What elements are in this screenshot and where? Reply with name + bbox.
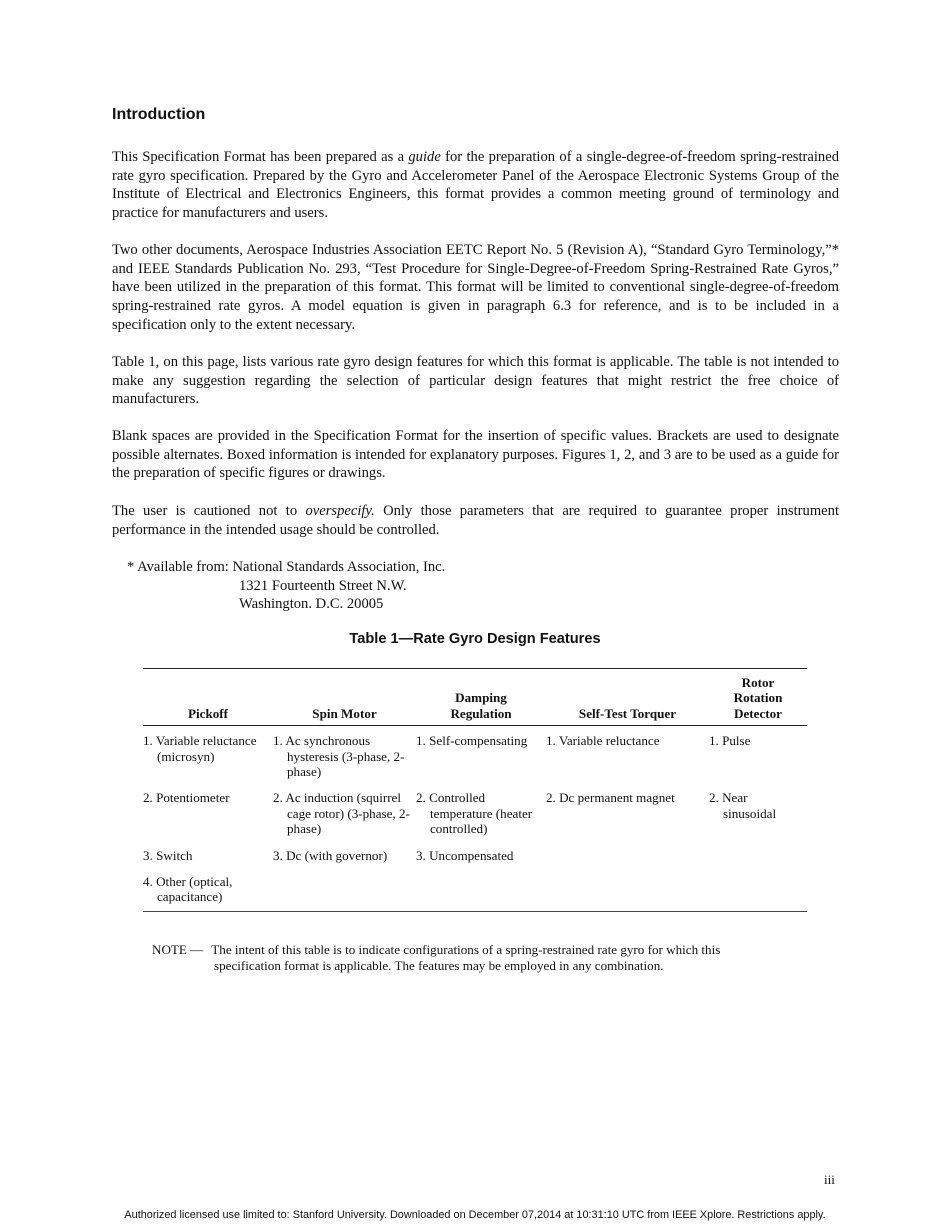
header-line: Regulation <box>450 705 512 721</box>
table-cell: 1. Self-compensating <box>416 733 528 749</box>
paragraph-text: Only those parameters that are required to guarantee proper instrument performance in the intended usage should be controlled. <box>112 503 839 538</box>
table-cell: 2. Potentiometer <box>143 790 230 806</box>
table-row <box>143 726 807 791</box>
table-row <box>143 848 807 874</box>
page-number: iii <box>824 1172 835 1187</box>
note-text-continued: specification format is applicable. The features may be employed in any combination. <box>214 957 664 973</box>
design-features-table <box>143 668 807 912</box>
note-text: The intent of this table is to indicate configurations of a spring-restrained rate gyro for which this <box>211 942 721 957</box>
table-cell: 2. Near sinusoidal <box>709 790 777 821</box>
table-cell: 4. Other (optical, capacitance) <box>143 874 273 911</box>
header-spin-motor: Spin Motor <box>273 669 416 726</box>
footnote-line-3: Washington. D.C. 20005 <box>239 596 384 613</box>
license-footer: Authorized licensed use limited to: Stanford University. Downloaded on December 07,2014 at 10:31:10 UTC from IEEE Xplore. Restrictions apply. <box>124 1209 826 1221</box>
header-line: Rotor <box>741 675 775 690</box>
header-rotor-rotation-detector <box>709 669 807 726</box>
table-cell <box>709 848 807 874</box>
table-note <box>152 942 792 973</box>
emphasis-text: guide <box>408 149 441 165</box>
note-label: NOTE — <box>152 942 204 957</box>
table-row <box>143 790 807 847</box>
table-cell: 1. Pulse <box>709 733 751 749</box>
footnote <box>127 558 445 614</box>
table-cell <box>546 848 709 874</box>
footnote-label: * Available from: <box>127 559 233 575</box>
intro-paragraph-4: Blank spaces are provided in the Specification Format for the insertion of specific values. Brackets are used to designate possible alternates. Boxed information is intended for explanatory purposes. Figures 1, 2, and 3 are to be used as a guide for the preparation of specific figures or drawings. <box>112 428 839 482</box>
table-cell: 3. Uncompensated <box>416 847 514 863</box>
intro-paragraph-2: Two other documents, Aerospace Industries Association EETC Report No. 5 (Revision A), “Standard Gyro Terminology,”* and IEEE Standards Publication No. 293, “Test Procedure for Single-Degree-of-Freedom Spring-Restrained Rate Gyros,” have been utilized in the preparation of this format. This format will be limited to conventional single-degree-of-freedom spring-restrained rate gyros. A model equation is given in paragraph 6.3 for reference, and is to be included in a specification only to the extent necessary. <box>112 242 839 333</box>
table-cell: 1. Ac synchronous hysteresis (3-phase, 2-phase) <box>273 733 405 780</box>
footnote-line-1: National Standards Association, Inc. <box>232 559 446 575</box>
design-features-table-container <box>143 668 807 912</box>
header-damping-regulation <box>416 669 546 726</box>
table-cell: 3. Dc (with governor) <box>273 847 388 863</box>
header-line: Rotation <box>733 690 783 706</box>
intro-paragraph-1 <box>112 148 839 223</box>
table-cell: 2. Dc permanent magnet <box>546 790 675 806</box>
table-cell <box>416 874 546 911</box>
table-caption: Table 1—Rate Gyro Design Features <box>349 631 601 647</box>
header-line: Detector <box>734 705 782 721</box>
paragraph-text: This Specification Format has been prepared as a <box>112 149 409 165</box>
emphasis-text: overspecify. <box>305 503 375 519</box>
section-heading: Introduction <box>112 106 206 123</box>
table-cell <box>546 874 709 911</box>
paragraph-text: The user is cautioned not to <box>112 503 306 519</box>
table-header-row <box>143 669 807 726</box>
paragraph-text: for the preparation of a single-degree-of-freedom spring-restrained rate gyro specification. Prepared by the Gyro and Accelerometer Panel of the Aerospace Electronic Systems Group of the Institute of Electrical and Electronics Engineers, this format provides a common meeting ground of terminology and practice for manufacturers and users. <box>112 149 839 222</box>
header-self-test-torquer: Self-Test Torquer <box>546 669 709 726</box>
table-cell: 1. Variable reluctance <box>546 733 660 749</box>
table-cell: 2. Ac induction (squirrel cage rotor) (3-phase, 2-phase) <box>273 790 410 837</box>
header-pickoff: Pickoff <box>143 669 273 726</box>
table-cell: 1. Variable reluctance (microsyn) <box>143 733 257 764</box>
table-cell: 3. Switch <box>143 847 193 863</box>
header-line: Damping <box>455 690 507 706</box>
intro-paragraph-5 <box>112 502 839 539</box>
table-row <box>143 874 807 911</box>
intro-paragraph-3: Table 1, on this page, lists various rate gyro design features for which this format is applicable. The table is not intended to make any suggestion regarding the selection of particular design features that might restrict the free choice of manufacturers. <box>112 354 839 408</box>
table-cell <box>273 874 416 911</box>
table-cell <box>709 874 807 911</box>
table-cell: 2. Controlled temperature (heater controlled) <box>416 790 533 837</box>
footnote-line-2: 1321 Fourteenth Street N.W. <box>239 577 407 594</box>
